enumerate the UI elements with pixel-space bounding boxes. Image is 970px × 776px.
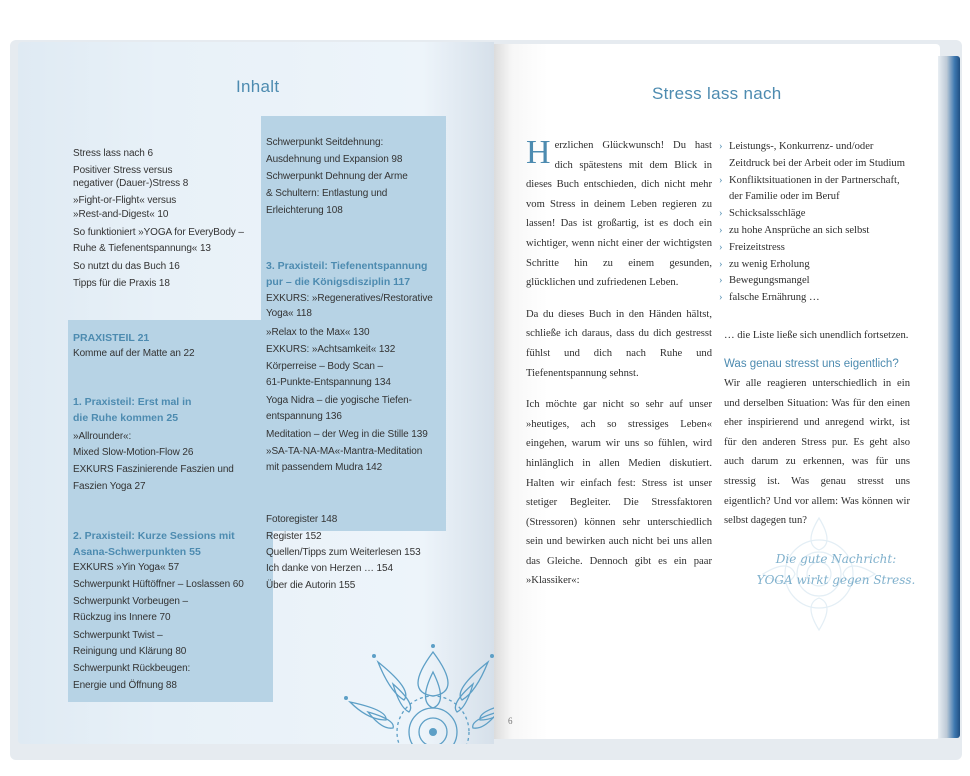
list-item: › Freizeitstress: [719, 240, 909, 257]
book-edge: [938, 56, 960, 738]
toc-entry[interactable]: »Rest-and-Digest« 10: [73, 209, 169, 220]
toc-entry[interactable]: Tipps für die Praxis 18: [73, 278, 170, 289]
paragraph: Wir alle reagieren unterschiedlich in ein und derselben Situation: Was für den einen eher inspirierend und anregend wirkt, ist für den anderen Stress pur. Es geht also auch darum zu erkennen, was für uns stressig ist. Was genau stresst uns eigentlich? Und vor allem: Was können wir selbst dagegen tun?: [724, 378, 910, 527]
toc-entry[interactable]: Körperreise – Body Scan –: [266, 361, 384, 372]
toc-entry[interactable]: Rückzug ins Innere 70: [73, 612, 171, 623]
toc-entry[interactable]: »Relax to the Max« 130: [266, 327, 370, 338]
toc-entry[interactable]: »SA-TA-NA-MA«-Mantra-Meditation: [266, 446, 423, 457]
toc-entry[interactable]: Positiver Stress versus: [73, 165, 173, 176]
section-subheading: Was genau stresst uns eigentlich?: [724, 358, 899, 370]
toc-section-head[interactable]: 3. Praxisteil: Tiefenentspannung: [266, 260, 428, 272]
toc-entry[interactable]: negativer (Dauer-)Stress 8: [73, 178, 189, 189]
toc-entry[interactable]: Meditation – der Weg in die Stille 139: [266, 429, 428, 440]
toc-entry[interactable]: Mixed Slow-Motion-Flow 26: [73, 447, 194, 458]
toc-entry[interactable]: Faszien Yoga 27: [73, 481, 146, 492]
toc-entry[interactable]: Schwerpunkt Twist –: [73, 630, 163, 641]
list-item: › Schicksalsschläge: [719, 206, 909, 223]
toc-entry[interactable]: »Fight-or-Flight« versus: [73, 195, 177, 206]
toc-entry[interactable]: Schwerpunkt Dehnung der Arme: [266, 171, 408, 182]
list-item: › zu hohe Ansprüche an sich selbst: [719, 223, 909, 240]
paragraph: Ich möchte gar nicht so sehr auf unser »heutiges, ach so stressiges Leben« eingehen, warum wir uns so fühlen, wird hinlänglich in allen Medien diskutiert. Halten wir einfach fest: Stress ist unser stetiger Begleiter. Die Stressfaktoren (Stressoren) können sehr unterschiedlich sein und bewirken auch nicht bei uns allen das Gleiche. Dennoch gibt es ein paar »Klassiker«:: [526, 399, 712, 587]
toc-entry[interactable]: So nutzt du das Buch 16: [73, 261, 180, 272]
toc-section-head[interactable]: PRAXISTEIL 21: [73, 332, 150, 344]
right-page: [494, 44, 940, 739]
toc-title: Inhalt: [236, 77, 280, 96]
toc-entry[interactable]: Komme auf der Matte an 22: [73, 348, 195, 359]
toc-entry[interactable]: Ruhe & Tiefenentspannung« 13: [73, 243, 211, 254]
toc-entry[interactable]: So funktioniert »YOGA for EveryBody –: [73, 227, 244, 238]
toc-entry[interactable]: Reinigung und Klärung 80: [73, 646, 187, 657]
toc-entry[interactable]: EXKURS: »Regeneratives/Restorative: [266, 293, 433, 304]
quote-line: Die gute Nachricht:: [775, 552, 897, 566]
toc-section-head[interactable]: 2. Praxisteil: Kurze Sessions mit: [73, 530, 235, 542]
toc-entry[interactable]: Yoga Nidra – die yogische Tiefen-: [266, 395, 412, 406]
toc-entry[interactable]: »Allrounder«:: [73, 431, 132, 442]
list-item: › falsche Ernährung …: [719, 290, 909, 307]
toc-entry[interactable]: entspannung 136: [266, 411, 342, 422]
toc-entry[interactable]: mit passendem Mudra 142: [266, 462, 383, 473]
paragraph: Da du dieses Buch in den Händen hältst, schließe ich daraus, dass du dich gestresst fühlst und dich nach Ruhe und Tiefenentspannung sehnst.: [526, 308, 712, 379]
list-item: › Bewegungsmangel: [719, 273, 909, 290]
toc-entry[interactable]: Über die Autorin 155: [266, 580, 356, 591]
toc-entry[interactable]: Energie und Öffnung 88: [73, 680, 177, 691]
toc-entry[interactable]: & Schultern: Entlastung und: [266, 188, 388, 199]
left-page: [18, 42, 494, 744]
toc-entry[interactable]: Schwerpunkt Seitdehnung:: [266, 137, 384, 148]
toc-panel-left: [68, 320, 273, 702]
dropcap: H: [526, 134, 551, 171]
toc-section-head[interactable]: die Ruhe kommen 25: [73, 412, 179, 424]
list-continuation: … die Liste ließe sich unendlich fortsetzen.: [724, 330, 909, 341]
stressor-list: [719, 139, 909, 307]
toc-section-head[interactable]: 1. Praxisteil: Erst mal in: [73, 396, 192, 408]
list-item: › zu wenig Erholung: [719, 257, 909, 274]
mandala-ornament-icon: [338, 612, 494, 744]
list-item: › Konfliktsituationen in der Partnerschaft, der Familie oder im Beruf: [719, 173, 909, 207]
toc-entry[interactable]: EXKURS: »Achtsamkeit« 132: [266, 344, 396, 355]
toc-entry[interactable]: Schwerpunkt Rückbeugen:: [73, 663, 191, 674]
toc-entry[interactable]: Quellen/Tipps zum Weiterlesen 153: [266, 547, 421, 558]
toc-entry[interactable]: Stress lass nach 6: [73, 148, 153, 159]
toc-entry[interactable]: Register 152: [266, 531, 322, 542]
toc-entry[interactable]: EXKURS Faszinierende Faszien und: [73, 464, 234, 475]
toc-entry[interactable]: Fotoregister 148: [266, 514, 338, 525]
toc-section-head[interactable]: pur – die Königsdisziplin 117: [266, 276, 411, 288]
list-item: › Leistungs-, Konkurrenz- und/oder Zeitdruck bei der Arbeit oder im Studium: [719, 139, 909, 173]
toc-entry[interactable]: Schwerpunkt Hüftöffner – Loslassen 60: [73, 579, 244, 590]
toc-entry[interactable]: Schwerpunkt Vorbeugen –: [73, 596, 189, 607]
paragraph: erzlichen Glückwunsch! Du hast dich spätestens mit dem Blick in dieses Buch entschieden, dich nicht mehr vom Stress in deinem Leben regieren zu lassen! Das ist großartig, ist es doch ein wichtiger, wenn nicht einer der wichtigsten Schritte hin zu einem gesunden, glücklichen und zufriedenen Leben.: [526, 140, 712, 289]
toc-section-head[interactable]: Asana-Schwerpunkten 55: [73, 546, 201, 558]
toc-entry[interactable]: EXKURS »Yin Yoga« 57: [73, 562, 180, 573]
quote-line: YOGA wirkt gegen Stress.: [756, 573, 916, 587]
page-number: 6: [508, 716, 513, 726]
chapter-title: Stress lass nach: [652, 84, 782, 103]
toc-entry[interactable]: Ich danke von Herzen … 154: [266, 563, 393, 574]
toc-entry[interactable]: Erleichterung 108: [266, 205, 343, 216]
toc-entry[interactable]: Yoga« 118: [266, 308, 312, 319]
toc-entry[interactable]: Ausdehnung und Expansion 98: [266, 154, 403, 165]
intro-column: [526, 136, 712, 603]
toc-entry[interactable]: 61-Punkte-Entspannung 134: [266, 377, 391, 388]
